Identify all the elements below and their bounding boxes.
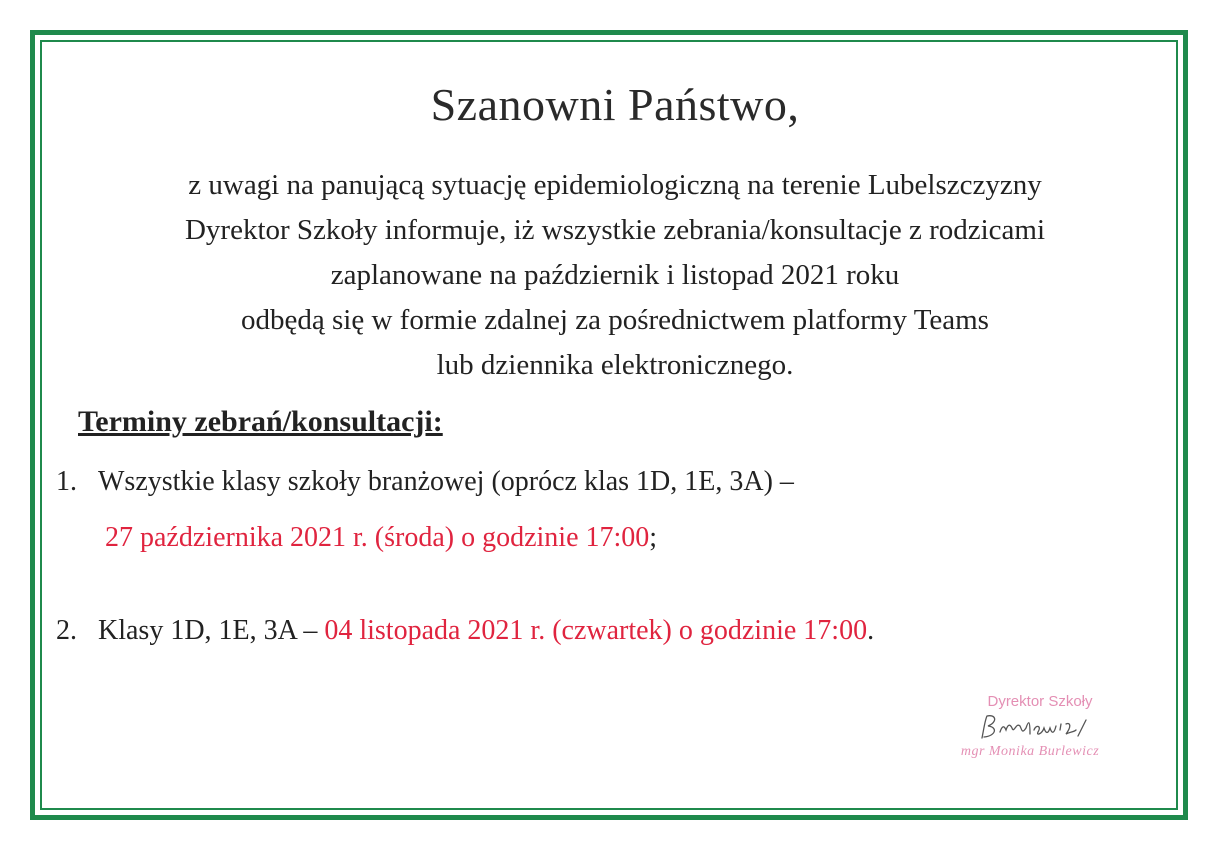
- list-item: [56, 615, 874, 647]
- item-text: Klasy 1D, 1E, 3A –: [98, 615, 325, 646]
- item-date-line: [105, 522, 657, 554]
- signature-role: Dyrektor Szkoły: [987, 693, 1093, 710]
- item-suffix: ;: [649, 522, 658, 553]
- signature-name: mgr Monika Burlewicz: [960, 744, 1100, 759]
- intro-line: zaplanowane na październik i listopad 2021 roku: [330, 259, 900, 291]
- item-date: 04 listopada 2021 r. (czwartek) o godzinie 17:00: [324, 615, 868, 646]
- intro-line: lub dziennika elektronicznego.: [436, 349, 794, 381]
- greeting-title: Szanowni Państwo,: [430, 79, 800, 130]
- intro-line: z uwagi na panującą sytuację epidemiologiczną na terenie Lubelszczyzny: [188, 169, 1042, 201]
- item-text: Wszystkie klasy szkoły branżowej (oprócz klas 1D, 1E, 3A) –: [98, 466, 794, 497]
- meetings-heading: Terminy zebrań/konsultacji:: [78, 405, 443, 438]
- handwritten-signature: [930, 710, 1130, 744]
- item-number: 1.: [56, 466, 77, 497]
- intro-line: odbędą się w formie zdalnej za pośrednictwem platformy Teams: [241, 304, 989, 336]
- item-date: 27 października 2021 r. (środa) o godzinie 17:00: [105, 522, 650, 553]
- item-number: 2.: [56, 615, 77, 646]
- intro-line: Dyrektor Szkoły informuje, iż wszystkie zebrania/konsultacje z rodzicami: [184, 214, 1046, 246]
- intro-paragraph: [0, 163, 1211, 388]
- signature-stamp: [930, 693, 1130, 760]
- list-item: [56, 466, 794, 498]
- item-suffix: .: [867, 615, 875, 646]
